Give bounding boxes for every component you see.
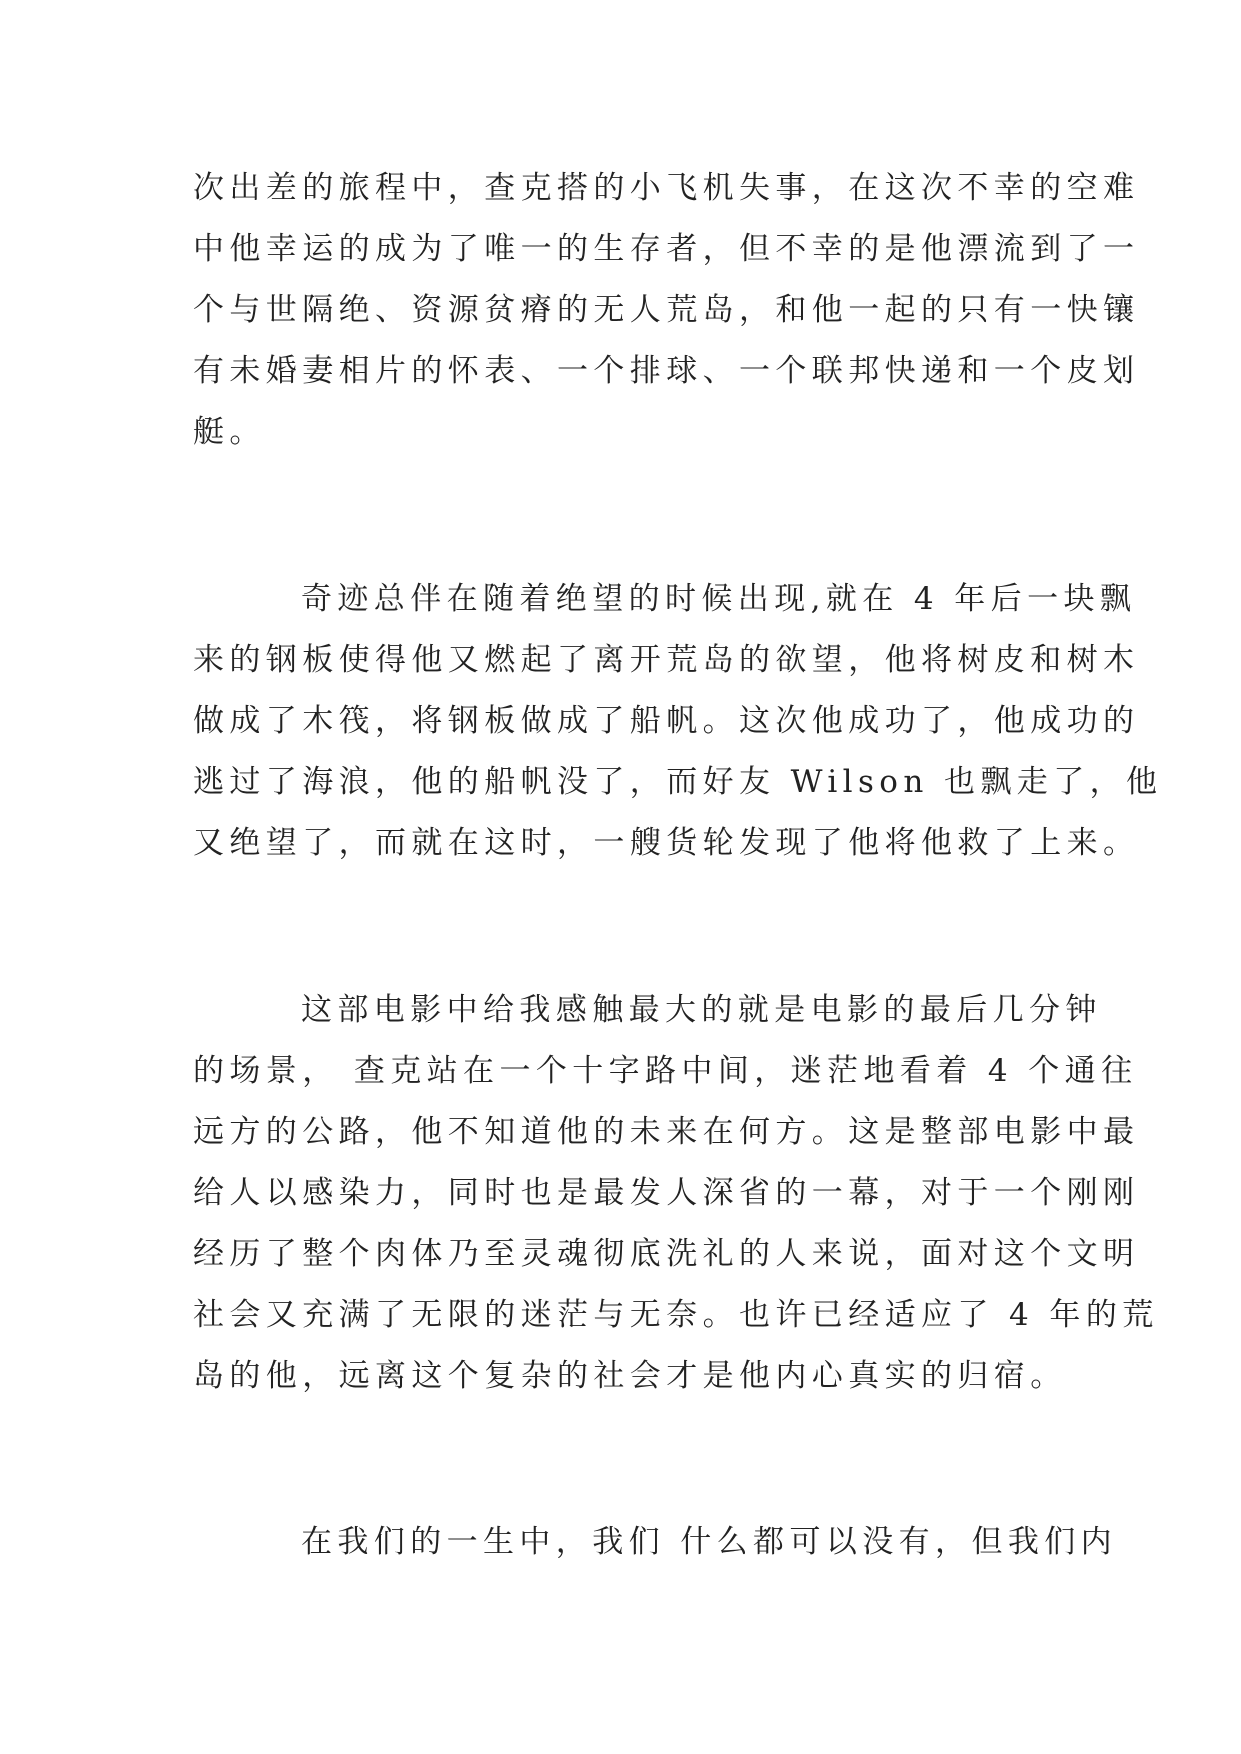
paragraph-line: 又绝望了，而就在这时，一艘货轮发现了他将他救了上来。 (193, 825, 1140, 861)
paragraph-line: 逃过了海浪，他的船帆没了，而好友 Wilson 也飘走了，他 (193, 764, 1163, 800)
paragraph-line: 有未婚妻相片的怀表、一个排球、一个联邦快递和一个皮划 (193, 353, 1140, 389)
paragraph-first-line: 在我们的一生中，我们 什么都可以没有，但我们内 (301, 1524, 1118, 1560)
paragraph-line: 岛的他，远离这个复杂的社会才是他内心真实的归宿。 (193, 1358, 1067, 1394)
paragraph-line: 做成了木筏，将钢板做成了船帆。这次他成功了，他成功的 (193, 703, 1140, 739)
paragraph-line: 艇。 (193, 414, 266, 450)
paragraph-line: 次出差的旅程中，查克搭的小飞机失事，在这次不幸的空难 (193, 170, 1140, 206)
paragraph-line: 经历了整个肉体乃至灵魂彻底洗礼的人来说，面对这个文明 (193, 1236, 1140, 1272)
paragraph-2 (193, 569, 1163, 874)
paragraph-line: 来的钢板使得他又燃起了离开荒岛的欲望，他将树皮和树木 (193, 642, 1140, 678)
paragraph-line: 的场景， 查克站在一个十字路中间，迷茫地看着 4 个通往 (193, 1053, 1138, 1089)
paragraph-line: 给人以感染力，同时也是最发人深省的一幕，对于一个刚刚 (193, 1175, 1140, 1211)
paragraph-line: 个与世隔绝、资源贫瘠的无人荒岛，和他一起的只有一快镶 (193, 292, 1140, 328)
paragraph-line: 远方的公路，他不知道他的未来在何方。这是整部电影中最 (193, 1114, 1140, 1150)
paragraph-line: 社会又充满了无限的迷茫与无奈。也许已经适应了 4 年的荒 (193, 1297, 1159, 1333)
paragraph-4 (193, 1512, 1118, 1573)
paragraph-first-line: 这部电影中给我感触最大的就是电影的最后几分钟 (301, 992, 1102, 1028)
paragraph-line: 中他幸运的成为了唯一的生存者，但不幸的是他漂流到了一 (193, 231, 1140, 267)
paragraph-first-line: 奇迹总伴在随着绝望的时候出现,就在 4 年后一块飘 (301, 581, 1137, 617)
paragraph-3 (193, 980, 1159, 1407)
paragraph-1 (193, 158, 1140, 463)
